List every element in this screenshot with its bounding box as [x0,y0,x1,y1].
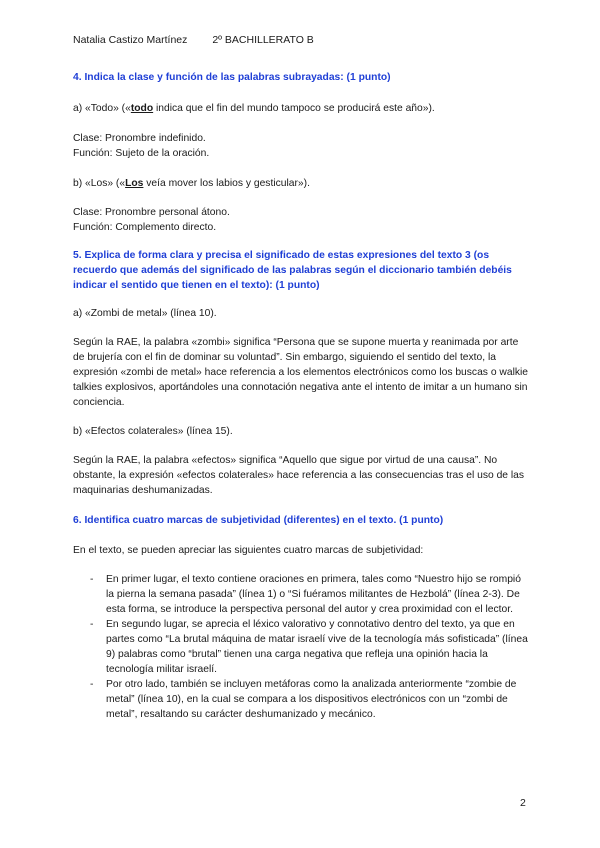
q5-a-heading: a) «Zombi de metal» (línea 10). [73,308,217,319]
q4-a-rest: indica que el fin del mundo tampoco se producirá este año»). [153,103,435,114]
dash-bullet: - [90,619,94,630]
question-4-title [73,70,531,85]
list-item [73,617,531,677]
q4-b-rest: veía mover los labios y gesticular»). [143,178,310,189]
q4-a-answer [73,131,531,161]
q4-a-clase: Clase: Pronombre indefinido. [73,133,206,144]
dash-bullet: - [90,574,94,585]
q6-intro-text: En el texto, se pueden apreciar las siguientes cuatro marcas de subjetividad: [73,545,424,556]
bullet-text: Por otro lado, también se incluyen metáforas como la analizada anteriormente “zombie de metal” (línea 10), en la cual se compara a los dispositivos electrónicos con un “zombi de metal”, resaltando su carácter deshumanizado y mecánico. [106,679,517,720]
question-6-title [73,513,531,528]
page-number: 2 [520,797,526,809]
question-5-title [73,248,531,293]
q4-a-prefix: a) «Todo» (« [73,103,131,114]
q4-b-prefix: b) «Los» (« [73,178,126,189]
question-6-heading: 6. Identifica cuatro marcas de subjetividad (diferentes) en el texto. (1 punto) [73,515,444,526]
q4-b-answer [73,205,531,235]
bullet-text: En primer lugar, el texto contiene oraciones en primera, tales como “Nuestro hijo se rompió la pierna la semana pasada” (línea 1) o “Si fuéramos militantes de Hezbolá” (línea 2-3). De esta forma, se introduce la perspectiva personal del autor y crea proximidad con el lector. [106,574,521,615]
course-name: 2º BACHILLERATO B [212,34,314,46]
q5-b-heading: b) «Efectos colaterales» (línea 15). [73,426,233,437]
q4-a-item [73,101,531,116]
list-item [73,677,531,722]
q4-b-funcion: Función: Complemento directo. [73,222,217,233]
list-item [73,572,531,617]
q4-b-clase: Clase: Pronombre personal átono. [73,207,230,218]
dash-bullet: - [90,679,94,690]
page-header [73,33,314,48]
question-4-heading: 4. Indica la clase y función de las palabras subrayadas: (1 punto) [73,72,391,83]
q5-a-item [73,306,531,321]
underlined-word-todo: todo [130,103,154,114]
q5-b-item [73,424,531,439]
q4-b-item [73,176,531,191]
q5-a-answer [73,335,531,410]
underlined-word-los: Los [125,178,144,189]
q4-a-funcion: Función: Sujeto de la oración. [73,148,210,159]
q5-a-text: Según la RAE, la palabra «zombi» significa “Persona que se supone muerta y reanimada por arte de brujería con el fin de dominar su voluntad”. Sin embargo, siguiendo el sentido del texto, la expresión «zombi de metal» hace referencia a los elementos electrónicos como los buscas o walkie talkies explosivos, aportándoles una connotación negativa ante el intento de imitar a un humano sin conciencia. [73,337,529,408]
q5-b-answer [73,453,531,498]
question-5-heading: 5. Explica de forma clara y precisa el significado de estas expresiones del texto 3 (os recuerdo que además del significado de las palabras según el diccionario también debéis indicar el sentido que tienen en el texto): (1 punto) [73,250,512,291]
q6-bullet-list [73,572,531,722]
q5-b-text: Según la RAE, la palabra «efectos» significa “Aquello que sigue por virtud de una causa”. No obstante, la expresión «efectos colaterales» hace referencia a las consecuencias tras el uso de las maquinarias deshumanizadas. [73,455,525,496]
author-name: Natalia Castizo Martínez [73,34,188,46]
q6-intro [73,543,531,558]
bullet-text: En segundo lugar, se aprecia el léxico valorativo y connotativo dentro del texto, ya que en partes como “La brutal máquina de matar israelí vive de la tecnología más sofisticada” (línea 9) palabras como “brutal” tienen una carga negativa que refleja una opinión hacia la tecnología militar israelí. [106,619,528,675]
